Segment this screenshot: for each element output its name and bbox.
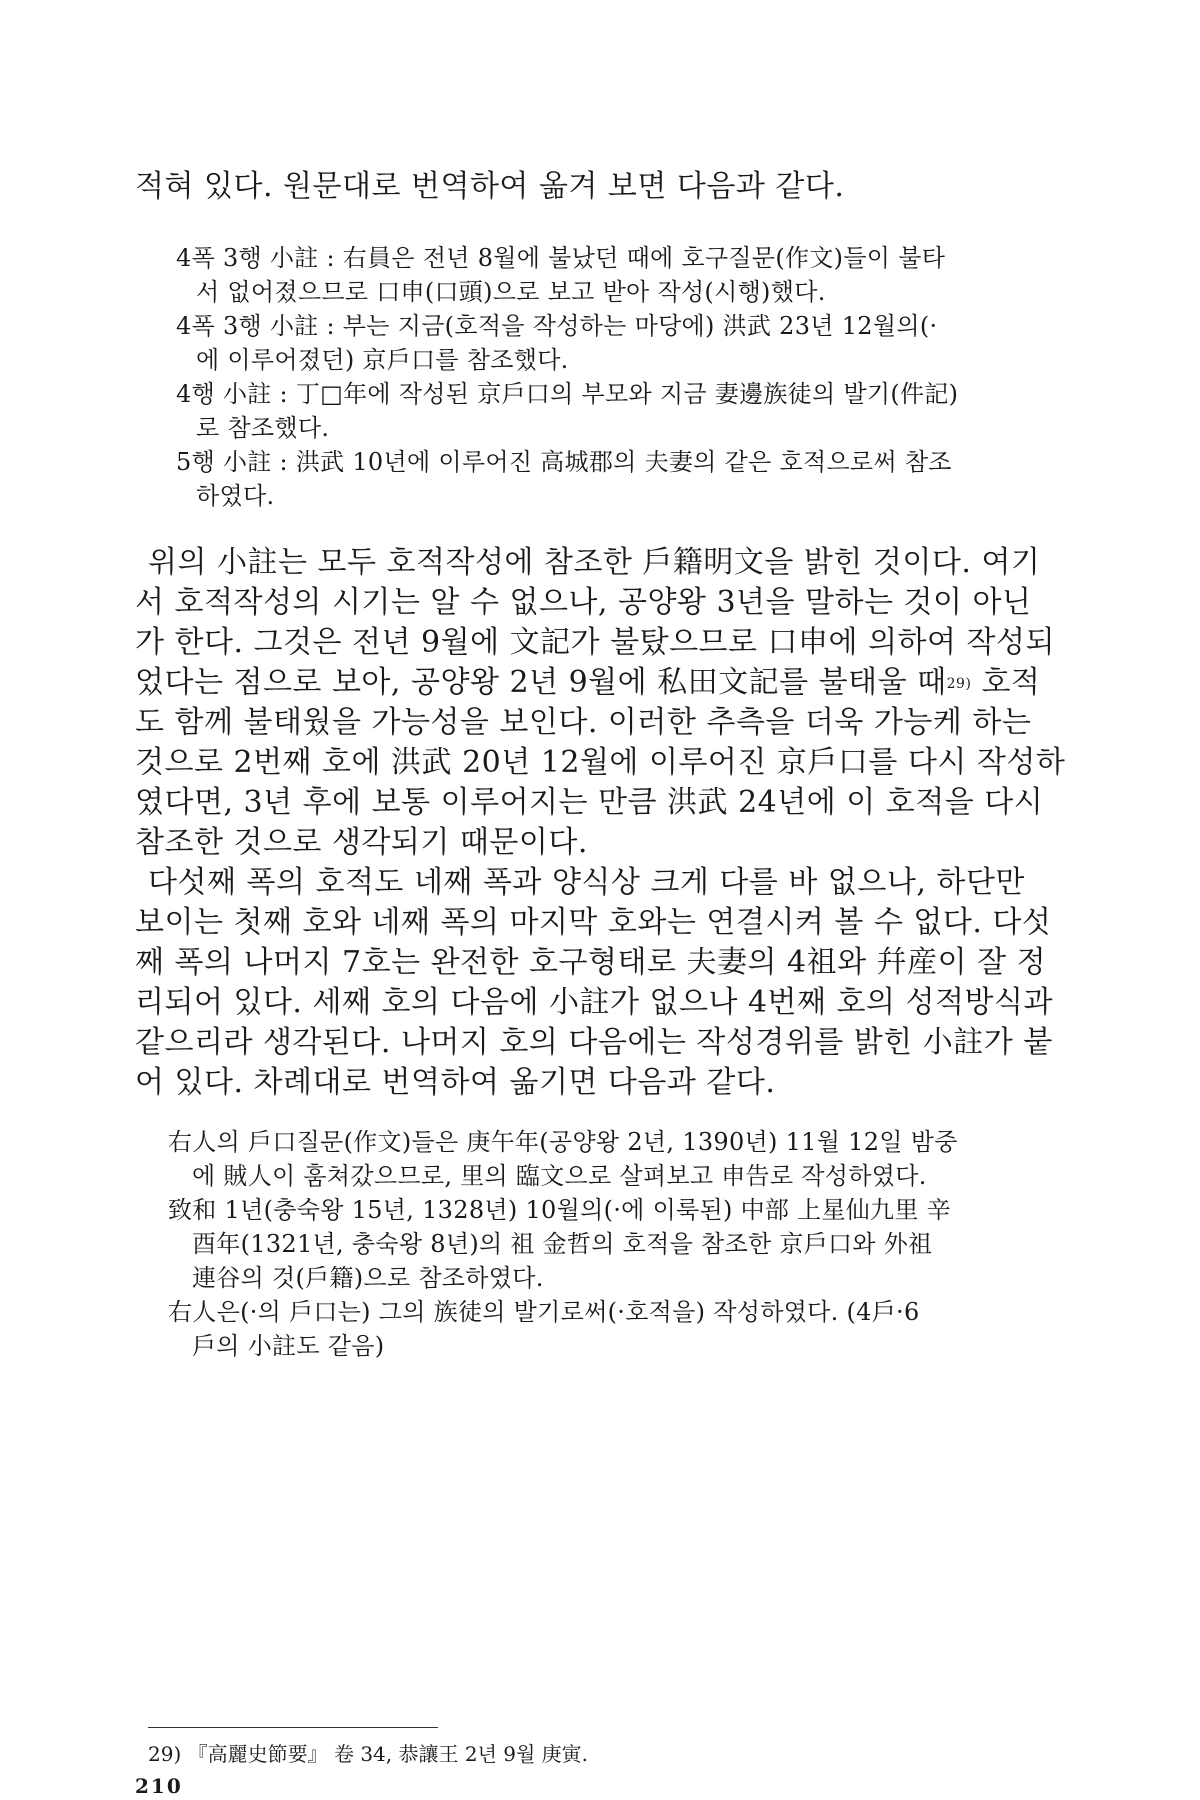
paragraph-line: 참조한 것으로 생각되기 때문이다. xyxy=(135,825,588,860)
paragraph-line: 같으리라 생각된다. 나머지 호의 다음에는 작성경위를 밝힌 小註가 붙 xyxy=(135,1025,1053,1060)
footnote-reference[interactable]: 29) xyxy=(946,676,972,692)
quote-line: 로 참조했다. xyxy=(196,414,330,442)
quote-line: 右人의 戶口질문(作文)들은 庚午年(공양왕 2년, 1390년) 11월 12일 밤중 xyxy=(168,1128,958,1156)
paragraph-text: 었다는 점으로 보아, 공양왕 2년 9월에 私田文記를 불태울 때 xyxy=(135,665,947,700)
paragraph-line: 째 폭의 나머지 7호는 완전한 호구형태로 夫妻의 4祖와 幷産이 잘 정 xyxy=(135,945,1047,980)
paragraph-line xyxy=(135,665,1041,700)
paragraph-line: 어 있다. 차례대로 번역하여 옮기면 다음과 같다. xyxy=(135,1065,776,1100)
quote-line: 4폭 3행 小註 : 부는 지금(호적을 작성하는 마당에) 洪武 23년 12월의(· xyxy=(176,312,938,340)
paragraph-line: 였다면, 3년 후에 보통 이루어지는 만큼 洪武 24년에 이 호적을 다시 xyxy=(135,785,1044,820)
quote-line: 連谷의 것(戶籍)으로 참조하였다. xyxy=(192,1264,544,1292)
paragraph-line: 리되어 있다. 세째 호의 다음에 小註가 없으나 4번째 호의 성적방식과 xyxy=(135,985,1053,1020)
paragraph-line: 다섯째 폭의 호적도 네째 폭과 양식상 크게 다를 바 없으나, 하단만 xyxy=(148,865,1025,900)
quote-line: 에 이루어졌던) 京戶口를 참조했다. xyxy=(196,346,569,374)
quote-line: 酉年(1321년, 충숙왕 8년)의 祖 金哲의 호적을 참조한 京戶口와 外祖 xyxy=(192,1230,933,1258)
footnote-text: 29) 『高麗史節要』 卷 34, 恭讓王 2년 9월 庚寅. xyxy=(148,1742,589,1766)
quote-line: 5행 小註 : 洪武 10년에 이루어진 高城郡의 夫妻의 같은 호적으로써 참조 xyxy=(176,448,952,476)
footnote-divider xyxy=(148,1727,438,1728)
page-number: 210 xyxy=(135,1774,183,1798)
quote-line: 하였다. xyxy=(196,482,275,510)
paragraph-line: 것으로 2번째 호에 洪武 20년 12월에 이루어진 京戶口를 다시 작성하 xyxy=(135,745,1066,780)
paragraph-line: 보이는 첫째 호와 네째 폭의 마지막 호와는 연결시켜 볼 수 없다. 다섯 xyxy=(135,905,1052,940)
paragraph-line: 위의 小註는 모두 호적작성에 참조한 戶籍明文을 밝힌 것이다. 여기 xyxy=(148,545,1041,580)
intro-line: 적혀 있다. 원문대로 번역하여 옮겨 보면 다음과 같다. xyxy=(135,169,845,204)
quote-line: 서 없어졌으므로 口申(口頭)으로 보고 받아 작성(시행)했다. xyxy=(196,278,826,306)
quote-line: 右人은(·의 戶口는) 그의 族徒의 발기로써(·호적을) 작성하였다. (4戶·6 xyxy=(168,1298,920,1326)
paragraph-line: 도 함께 불태웠을 가능성을 보인다. 이러한 추측을 더욱 가능케 하는 xyxy=(135,705,1032,740)
quote-line: 4폭 3행 小註 : 右員은 전년 8월에 불났던 때에 호구질문(作文)들이 불타 xyxy=(176,244,946,272)
quote-line: 4행 小註 : 丁□年에 작성된 京戶口의 부모와 지금 妻邊族徒의 발기(件記) xyxy=(176,380,959,408)
paragraph-line: 서 호적작성의 시기는 알 수 없으나, 공양왕 3년을 말하는 것이 아닌 xyxy=(135,585,1032,620)
paragraph-text: 호적 xyxy=(971,665,1041,700)
quote-line: 에 賊人이 훔쳐갔으므로, 里의 臨文으로 살펴보고 申告로 작성하였다. xyxy=(192,1162,927,1190)
quote-line: 致和 1년(충숙왕 15년, 1328년) 10월의(·에 이룩된) 中部 上星仙九里 辛 xyxy=(168,1196,951,1224)
paragraph-line: 가 한다. 그것은 전년 9월에 文記가 불탔으므로 口申에 의하여 작성되 xyxy=(135,625,1055,660)
quote-line: 戶의 小註도 같음) xyxy=(192,1332,385,1360)
